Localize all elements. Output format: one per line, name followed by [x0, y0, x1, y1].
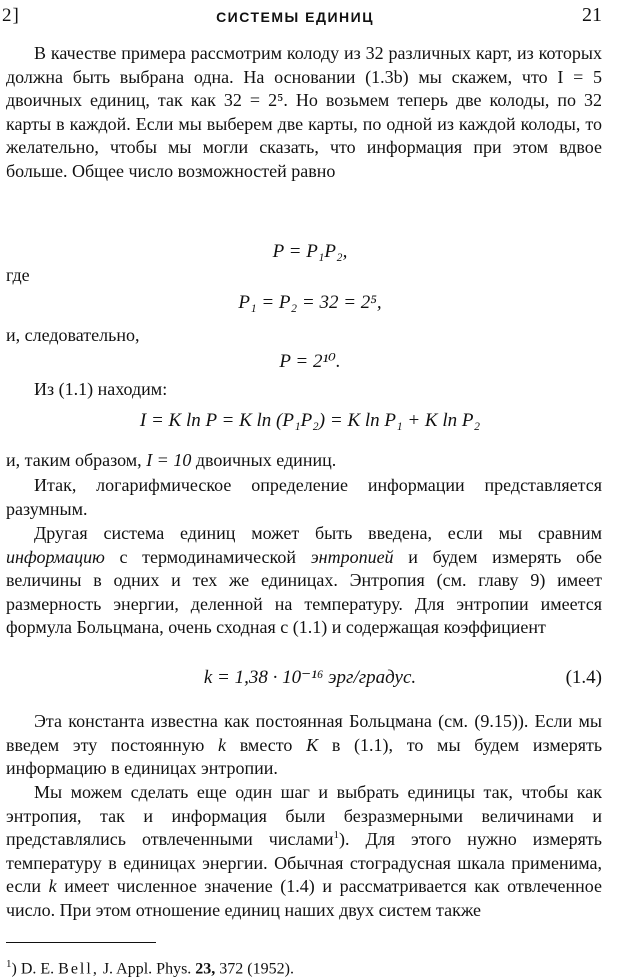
footnote-pages: 372 (1952). [219, 960, 294, 978]
information-value: I = 10 [146, 450, 192, 470]
binary-units-line [0, 449, 620, 473]
symbol-K: K [306, 734, 319, 755]
page-number: 21 [582, 4, 602, 26]
from-label: Из (1.1) находим: [34, 379, 168, 399]
footnote-marker: 1 [6, 958, 12, 970]
paragraph-logarithmic [0, 474, 620, 521]
paragraph-part: Другая система единиц может быть введена, если мы сравним [34, 523, 602, 543]
paragraph-boltzmann [0, 710, 620, 781]
from-text [0, 378, 620, 402]
footnote-reference: 1 [333, 829, 339, 841]
page-header [0, 0, 620, 28]
paragraph-entropy-system [0, 522, 620, 640]
paragraph-part: в (1.1), то мы будем измерять информацию в единицах энтропии. [6, 734, 603, 778]
paragraph-part: и будем измерять обе величины в одних и тех же единицах. Энтропия (см. главу 9) имеет размерность энергии, деленной на температуру. Для энтропии имеется формула Больцмана, очень сходная с (1.1) и содержащая коэффициент [6, 546, 603, 637]
formula-number: (1.4) [565, 667, 602, 688]
paragraph-text: В качестве примера рассмотрим колоду из 32 различных карт, из которых должна быть выбрана одна. На основании (1.3b) мы скажем, что I = 5 двоичных единиц, так как 32 = 2⁵. Но возьмем теперь две колоды, по 32 карты в каждой. Если мы выберем две карты, по одной из каждой колоды, то желательно, чтобы мы могли сказать, что информация при этом вдвое больше. Общее число возможностей равно [6, 43, 602, 181]
footnote-author: Bell, [58, 960, 99, 978]
paragraph-part: Мы можем сделать еще один шаг и выбрать единицы так, чтобы как энтропия, так и информация были безразмерными величинами и представлялись отвлеченными числами [6, 782, 602, 849]
running-head-title: СИСТЕМЫ ЕДИНИЦ [216, 9, 374, 25]
where-text [0, 264, 620, 288]
paragraph-card-example [0, 42, 620, 183]
therefore-label: и, следовательно, [6, 325, 140, 345]
therefore-text [0, 324, 620, 348]
thus-prefix: и, таким образом, [6, 450, 142, 470]
formula-expression: k = 1,38 · 10⁻¹⁶ эрг/градус. [203, 667, 417, 688]
footnote [6, 954, 294, 979]
paragraph-part: с термодинамической [119, 546, 296, 567]
binary-units-result [0, 449, 620, 473]
paragraph-text: Итак, логарифмическое определение информации представляется разумным. [6, 475, 602, 519]
where-label: где [6, 265, 30, 285]
footnote-divider [6, 942, 156, 943]
formula-log-information: I = K ln P = K ln (P₁P₂) = K ln P₁ + K ln P₂ [139, 410, 481, 431]
footnote-prefix: ) D. E. [11, 960, 55, 978]
symbol-k: k [48, 876, 57, 896]
paragraph-part: ). Для этого нужно измерять температуру в единицах энергии. Обычная стоградусная шкала применима, если [6, 829, 603, 896]
section-number: 2] [2, 5, 20, 26]
thus-suffix: двоичных единиц. [195, 450, 337, 470]
paragraph-text [0, 522, 620, 640]
paragraph-text [0, 710, 620, 781]
emphasis-entropy: энтропией [310, 546, 394, 567]
formula-boltzmann-constant [0, 665, 620, 691]
paragraph-part: Эта константа известна как постоянная Больцмана (см. (9.15)). Если мы введем эту постоянную [6, 711, 602, 755]
paragraph-part: вместо [239, 734, 293, 755]
formula-deck-values: P₁ = P₂ = 32 = 2⁵, [238, 292, 382, 313]
footnote-volume: 23, [195, 960, 216, 978]
paragraph-part: имеет численное значение (1.4) и рассматривается как отвлеченное число. При этом отношение единиц наших двух систем также [6, 876, 602, 920]
formula-total-possibilities: P = P₁P₂, [272, 241, 348, 262]
paragraph-text [0, 781, 620, 922]
emphasis-information: информацию [6, 546, 105, 567]
formula-power: P = 2¹⁰. [279, 351, 341, 372]
footnote-citation: J. Appl. Phys. [102, 960, 192, 978]
symbol-k: k [218, 734, 227, 755]
paragraph-dimensionless [0, 781, 620, 922]
